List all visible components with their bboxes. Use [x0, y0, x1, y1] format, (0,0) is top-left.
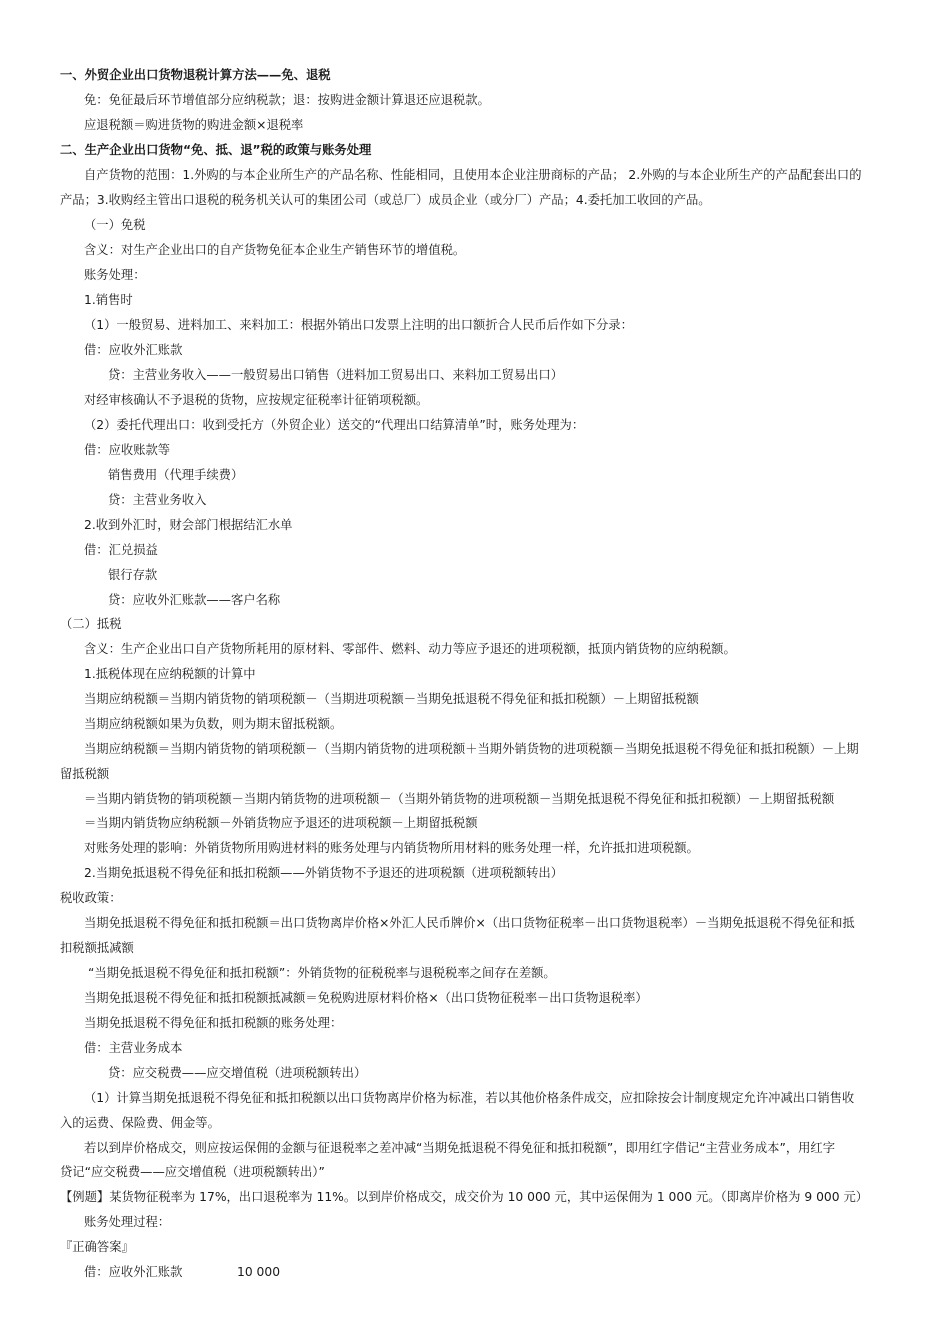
text-line: 产品；3.收购经主管出口退税的税务机关认可的集团公司（或总厂）成员企业（或分厂）产品；4.委托加工收回的产品。: [60, 193, 711, 207]
journal-entry: 销售费用（代理手续费）: [108, 468, 244, 482]
journal-entry: 借：汇兑损益: [84, 543, 158, 557]
formula-line: 当期免抵退税不得免征和抵扣税额抵减额＝免税购进原材料价格×（出口货物征税率－出口货物退税率）: [84, 991, 648, 1005]
subheading: （二）抵税: [60, 617, 122, 631]
journal-entry: 银行存款: [108, 568, 158, 582]
text-line: 含义：对生产企业出口的自产货物免征本企业生产销售环节的增值税。: [84, 243, 466, 257]
formula-line: 扣税额抵减额: [60, 941, 134, 955]
text-line: 免：免征最后环节增值部分应纳税款；退：按购进金额计算退还应退税款。: [84, 93, 490, 107]
journal-entry: 贷：主营业务收入: [108, 493, 207, 507]
formula-line: 当期免抵退税不得免征和抵扣税额＝出口货物离岸价格×外汇人民币牌价×（出口货物征税率－出口货物退税率）－当期免抵退税不得免征和抵: [84, 916, 855, 930]
text-line: 当期免抵退税不得免征和抵扣税额的账务处理：: [84, 1016, 343, 1030]
journal-entry: 贷：应收外汇账款——客户名称: [108, 593, 281, 607]
text-line: “当期免抵退税不得免征和抵扣税额”：外销货物的征税税率与退税税率之间存在差额。: [88, 966, 556, 980]
text-line: 账务处理：: [84, 268, 146, 282]
text-line: 自产货物的范围：1.外购的与本企业所生产的产品名称、性能相同，且使用本企业注册商标的产品； 2.外购的与本企业所生产的产品配套出口的: [84, 168, 862, 182]
journal-amount: 10 000: [237, 1265, 281, 1279]
text-line: 税收政策：: [60, 891, 122, 905]
journal-entry: 借：主营业务成本: [84, 1041, 183, 1055]
text-line: 账务处理过程：: [84, 1215, 171, 1229]
text-line: 1.销售时: [84, 293, 133, 307]
journal-entry: 贷：主营业务收入——一般贸易出口销售（进料加工贸易出口、来料加工贸易出口）: [108, 368, 563, 382]
text-line: 对账务处理的影响：外销货物所用购进材料的账务处理与内销货物所用材料的账务处理一样，允许抵扣进项税额。: [84, 841, 699, 855]
text-line: 2.收到外汇时，财会部门根据结汇水单: [84, 518, 293, 532]
journal-entry: 借：应收外汇账款: [84, 343, 183, 357]
section-heading-1: 一、外贸企业出口货物退税计算方法——免、退税: [60, 68, 331, 82]
text-line: （1）计算当期免抵退税不得免征和抵扣税额以出口货物离岸价格为标准，若以其他价格条件成交，应扣除按会计制度规定允许冲减出口销售收: [84, 1091, 855, 1105]
formula-line: ＝当期内销货物的销项税额－当期内销货物的进项税额－（当期外销货物的进项税额－当期免抵退税不得免征和抵扣税额）－上期留抵税额: [84, 792, 835, 806]
text-line: （2）委托代理出口：收到受托方（外贸企业）送交的“代理出口结算清单”时，账务处理为：: [84, 418, 585, 432]
text-line: 当期应纳税额如果为负数，则为期末留抵税额。: [84, 717, 343, 731]
subheading: （一）免税: [84, 218, 146, 232]
text-line: 含义：生产企业出口自产货物所耗用的原材料、零部件、燃料、动力等应予退还的进项税额，抵顶内销货物的应纳税额。: [84, 642, 736, 656]
text-line: 2.当期免抵退税不得免征和抵扣税额——外销货物不予退还的进项税额（进项税额转出）: [84, 866, 564, 880]
journal-entry: 借：应收外汇账款: [84, 1265, 183, 1279]
text-line: 对经审核确认不予退税的货物，应按规定征税率计征销项税额。: [84, 393, 429, 407]
section-heading-2: 二、生产企业出口货物“免、抵、退”税的政策与账务处理: [60, 143, 372, 157]
journal-entry: 贷：应交税费——应交增值税（进项税额转出）: [108, 1066, 367, 1080]
text-line: 应退税额＝购进货物的购进金额×退税率: [84, 118, 304, 132]
formula-line: 留抵税额: [60, 767, 110, 781]
formula-line: ＝当期内销货物应纳税额－外销货物应予退还的进项税额－上期留抵税额: [84, 816, 478, 830]
text-line: 入的运费、保险费、佣金等。: [60, 1116, 220, 1130]
formula-line: 当期应纳税额＝当期内销货物的销项税额－（当期内销货物的进项税额＋当期外销货物的进项税额－当期免抵退税不得免征和抵扣税额）－上期: [84, 742, 859, 756]
text-line: 1.抵税体现在应纳税额的计算中: [84, 667, 256, 681]
text-line: 贷记“应交税费——应交增值税（进项税额转出）”: [60, 1165, 325, 1179]
answer-label: 『正确答案』: [60, 1240, 134, 1254]
formula-line: 当期应纳税额＝当期内销货物的销项税额－（当期进项税额－当期免抵退税不得免征和抵扣税额）－上期留抵税额: [84, 692, 699, 706]
example-line: 【例题】某货物征税率为 17%，出口退税率为 11%。以到岸价格成交，成交价为 10 000 元，其中运保佣为 1 000 元。（即离岸价格为 9 000 元）: [60, 1190, 869, 1204]
text-line: 若以到岸价格成交，则应按运保佣的金额与征退税率之差冲减“当期免抵退税不得免征和抵扣税额”，即用红字借记“主营业务成本”，用红字: [84, 1141, 836, 1155]
text-line: （1）一般贸易、进料加工、来料加工：根据外销出口发票上注明的出口额折合人民币后作如下分录：: [84, 318, 633, 332]
journal-entry: 借：应收账款等: [84, 443, 171, 457]
